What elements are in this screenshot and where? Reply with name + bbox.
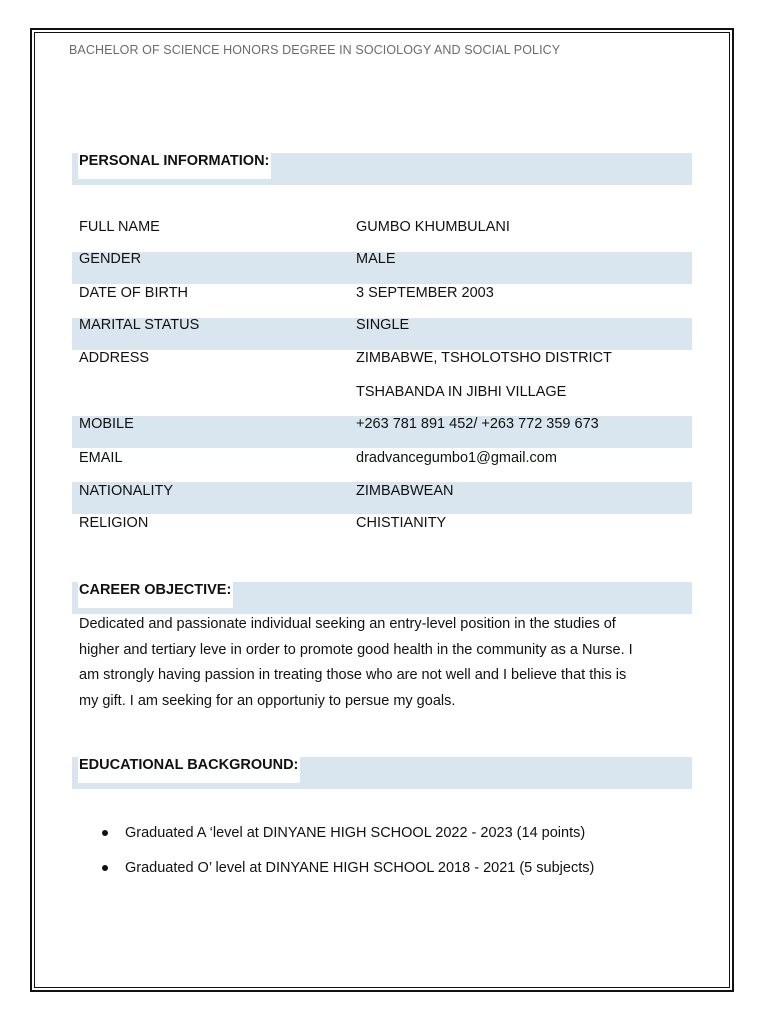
info-row-address (79, 350, 699, 370)
section-heading: PERSONAL INFORMATION: (78, 153, 271, 179)
education-list (100, 822, 660, 892)
objective-line: Dedicated and passionate individual seeking an entry-level position in the studies of (79, 616, 616, 632)
info-value: MALE (356, 251, 396, 267)
info-value: ZIMBABWE, TSHOLOTSHO DISTRICT (356, 350, 612, 366)
info-value: SINGLE (356, 317, 410, 333)
section-heading: CAREER OBJECTIVE: (78, 582, 233, 608)
info-key: NATIONALITY (79, 483, 173, 499)
info-value: GUMBO KHUMBULANI (356, 219, 510, 235)
info-key: RELIGION (79, 515, 149, 531)
info-row-address-continued (79, 384, 699, 404)
info-value: TSHABANDA IN JIBHI VILLAGE (356, 384, 567, 400)
info-row-marital-status (79, 317, 699, 337)
section-heading: EDUCATIONAL BACKGROUND: (78, 757, 300, 783)
education-item-text: Graduated A ‘level at DINYANE HIGH SCHOOL 2022 - 2023 (14 points) (125, 825, 586, 841)
info-row-full-name (79, 219, 699, 239)
info-value: CHISTIANITY (356, 515, 447, 531)
section-educational-background (72, 757, 692, 789)
info-row-date-of-birth (79, 285, 699, 305)
info-key: MARITAL STATUS (79, 317, 200, 333)
section-career-objective (72, 582, 692, 614)
list-item (100, 822, 660, 857)
info-key: MOBILE (79, 416, 134, 432)
info-value: 3 SEPTEMBER 2003 (356, 285, 494, 301)
info-value: +263 781 891 452/ +263 772 359 673 (356, 416, 599, 432)
info-key: ADDRESS (79, 350, 150, 366)
document-header: BACHELOR OF SCIENCE HONORS DEGREE IN SOCIOLOGY AND SOCIAL POLICY (69, 43, 561, 57)
info-key: GENDER (79, 251, 142, 267)
objective-line: higher and tertiary leve in order to promote good health in the community as a Nurse. I (79, 641, 633, 658)
info-row-religion (79, 515, 699, 535)
info-key: FULL NAME (79, 219, 160, 235)
info-value: ZIMBABWEAN (356, 483, 454, 499)
bullet-icon (102, 830, 108, 836)
career-objective-text (79, 612, 679, 715)
education-item-text: Graduated O’ level at DINYANE HIGH SCHOOL 2018 - 2021 (5 subjects) (125, 860, 595, 876)
info-row-nationality (79, 483, 699, 503)
info-key: DATE OF BIRTH (79, 285, 189, 301)
info-row-mobile (79, 416, 699, 436)
info-value: dradvancegumbo1@gmail.com (356, 450, 557, 466)
objective-line: am strongly having passion in treating those who are not well and I believe that this is (79, 667, 627, 684)
bullet-icon (102, 865, 108, 871)
info-row-gender (79, 251, 699, 271)
list-item (100, 857, 660, 892)
objective-line: my gift. I am seeking for an opportuniy to persue my goals. (79, 693, 456, 710)
section-personal-information (72, 153, 692, 185)
info-key: EMAIL (79, 450, 123, 466)
info-row-email (79, 450, 699, 470)
